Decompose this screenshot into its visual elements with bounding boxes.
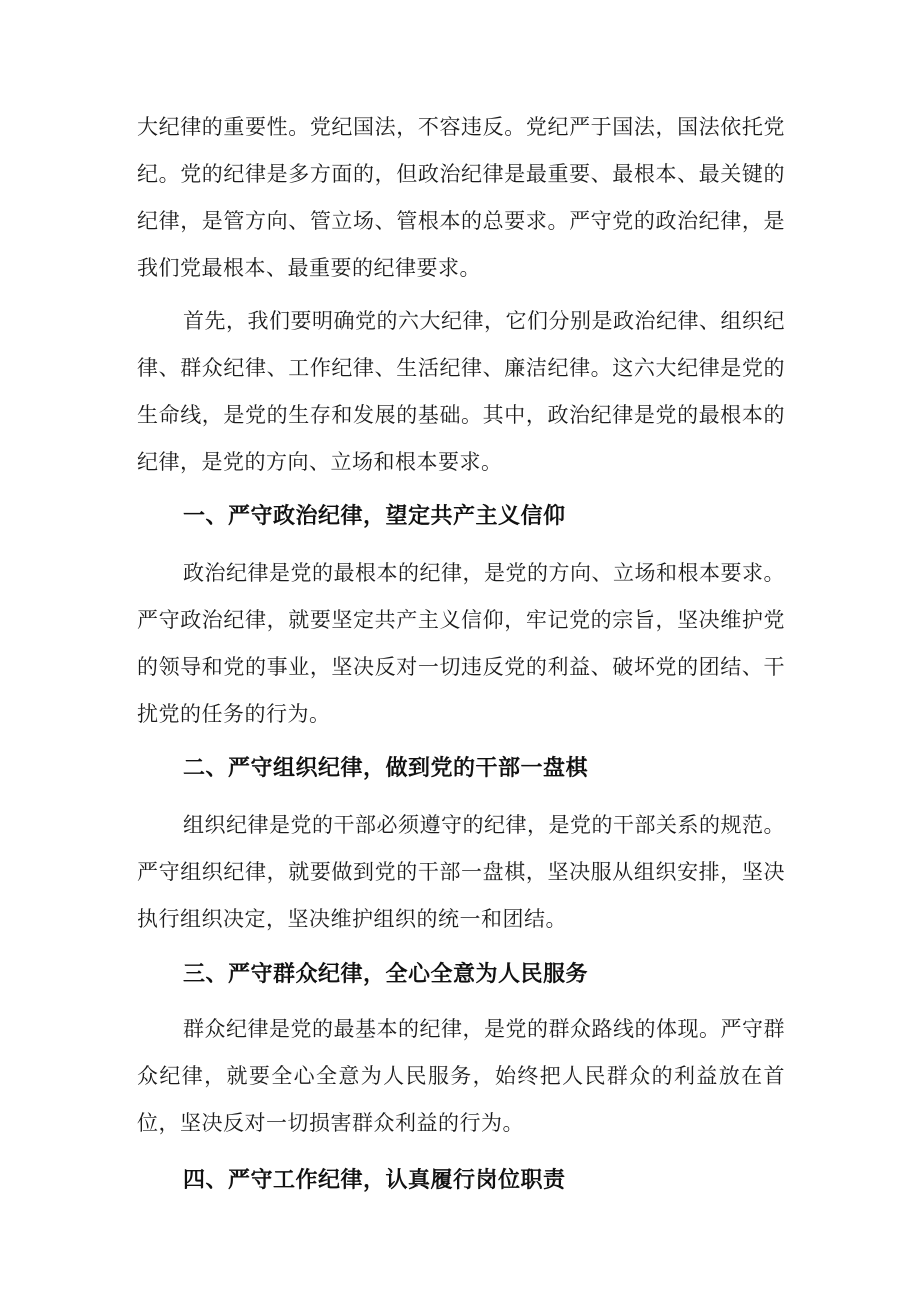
section-heading-political: 一、严守政治纪律，望定共产主义信仰 — [183, 504, 566, 529]
section-body-organizational: 组织纪律是党的干部必须遵守的纪律，是党的干部关系的规范。严守组织纪律，就要做到党的干部一盘棋，坚决服从组织安排，坚决执行组织决定，坚决维护组织的统一和团结。 — [137, 813, 785, 931]
section-heading-mass: 三、严守群众纪律，全心全意为人民服务 — [183, 962, 589, 987]
section-body-political: 政治纪律是党的最根本的纪律，是党的方向、立场和根本要求。严守政治纪律，就要坚定共产主义信仰，牢记党的宗旨，坚决维护党的领导和党的事业，坚决反对一切违反党的利益、破坏党的团结、干扰党的任务的行为。 — [137, 561, 785, 726]
section-body-mass: 群众纪律是党的最基本的纪律，是党的群众路线的体现。严守群众纪律，就要全心全意为人民服务，始终把人民群众的利益放在首位，坚决反对一切损害群众利益的行为。 — [137, 1017, 785, 1135]
section-heading-organizational: 二、严守组织纪律，做到党的干部一盘棋 — [183, 756, 589, 781]
paragraph-intro: 大纪律的重要性。党纪国法，不容违反。党纪严于国法，国法依托党纪。党的纪律是多方面的，但政治纪律是最重要、最根本、最关键的纪律，是管方向、管立场、管根本的总要求。严守党的政治纪律，是我们党最根本、最重要的纪律要求。 — [137, 115, 785, 280]
section-heading-work: 四、严守工作纪律，认真履行岗位职责 — [183, 1168, 566, 1193]
paragraph-six-disciplines: 首先，我们要明确党的六大纪律，它们分别是政治纪律、组织纪律、群众纪律、工作纪律、生活纪律、廉洁纪律。这六大纪律是党的生命线，是党的生存和发展的基础。其中，政治纪律是党的最根本的纪律，是党的方向、立场和根本要求。 — [137, 309, 785, 474]
